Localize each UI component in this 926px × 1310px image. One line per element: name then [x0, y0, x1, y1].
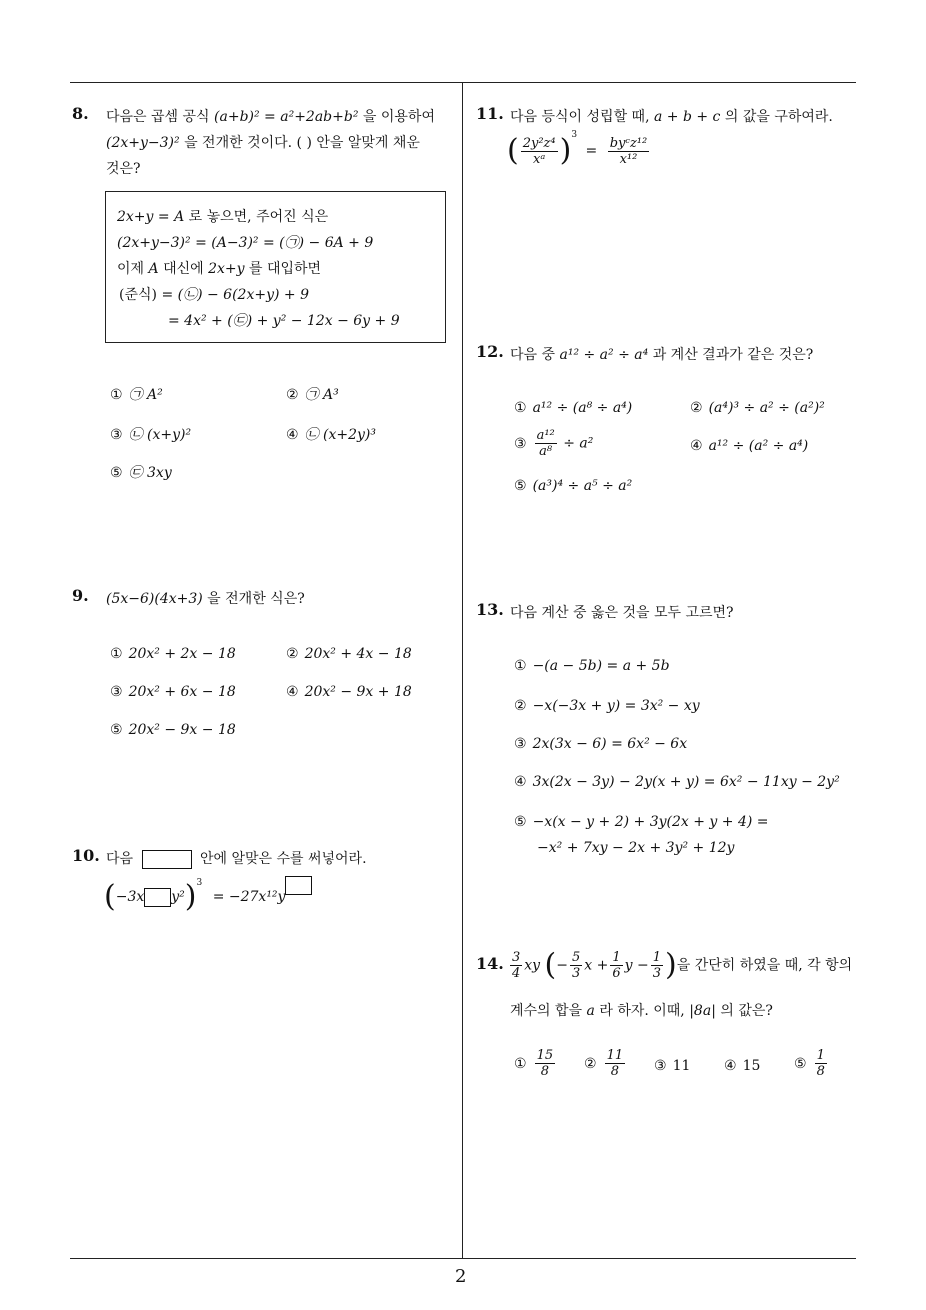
- q13-choice-1[interactable]: [514, 658, 670, 674]
- choice-mark: ④: [690, 438, 703, 454]
- choice-text: ÷ a²: [563, 435, 594, 452]
- frac-num: a¹²: [536, 428, 555, 443]
- q10-stem: [106, 848, 367, 869]
- q11-stem: [510, 106, 833, 126]
- q8-line1-text-b: 을 이용하여: [358, 109, 435, 125]
- choice-mark: ④: [286, 684, 299, 700]
- q12-choice-3-fraction: [535, 428, 557, 459]
- q14-paren-open: (: [544, 947, 557, 983]
- q8-box-line2: (2x+y−3)² = (A−3)² = (㉠) − 6A + 9: [117, 235, 374, 251]
- bottom-rule: [70, 1258, 856, 1259]
- choice-text: 20x² + 4x − 18: [304, 646, 412, 662]
- q8-line1-formula: (a+b)² = a²+2ab+b²: [214, 109, 359, 125]
- choice-text: ㉠ A³: [304, 387, 339, 403]
- frac-den: 3: [652, 966, 662, 981]
- q14-choice-5[interactable]: [794, 1048, 829, 1079]
- q14-text-a: 을 간단히 하였을 때, 각 항의: [676, 957, 853, 974]
- choice-text: 20x² + 6x − 18: [128, 684, 236, 700]
- q14-coef-fraction: [510, 950, 522, 981]
- q8-box-line1: [117, 206, 328, 226]
- q11-left-fraction: [521, 136, 558, 167]
- choice-mark: ②: [286, 387, 299, 403]
- q8-number: 8.: [72, 104, 89, 123]
- q10-eq-left-b: y²: [171, 889, 185, 905]
- q11-right-den: x¹²: [619, 151, 638, 167]
- column-divider: [462, 82, 463, 1258]
- top-rule: [70, 82, 856, 83]
- q8-box-l4-a: (준식): [119, 287, 162, 303]
- choice-mark: ①: [514, 1055, 527, 1072]
- frac-num: 1: [652, 950, 662, 965]
- choice-text: ㉡ (x+2y)³: [304, 427, 376, 443]
- q12-stem: [510, 344, 813, 364]
- q14-t1-fraction: [570, 950, 582, 981]
- choice-mark: ④: [724, 1058, 737, 1074]
- choice-mark: ④: [514, 774, 527, 790]
- choice-mark: ⑤: [514, 478, 527, 494]
- q10-blank-2[interactable]: [285, 876, 312, 895]
- q11-number: 11.: [476, 104, 504, 123]
- q8-line2-formula: (2x+y−3)²: [106, 135, 180, 151]
- choice-text: ㉡ (x+y)²: [128, 427, 192, 443]
- q8-box-line4: [119, 284, 309, 304]
- choice-mark: ①: [110, 387, 123, 403]
- q8-choice-3[interactable]: [110, 424, 191, 444]
- q8-box-l3-m1: A: [148, 261, 159, 277]
- choice-mark: ①: [514, 658, 527, 674]
- q13-number: 13.: [476, 600, 504, 619]
- q13-choice-5-line2: −x² + 7xy − 2x + 3y² + 12y: [537, 840, 735, 856]
- choice-text: 20x² + 2x − 18: [128, 646, 236, 662]
- q14-t2-fraction: [610, 950, 622, 981]
- page-number: 2: [455, 1266, 467, 1287]
- choice-text: ㉠ A²: [128, 387, 163, 403]
- q9-choice-5[interactable]: [110, 722, 236, 738]
- q12-choice-3[interactable]: [514, 428, 593, 459]
- q12-choice-5[interactable]: [514, 478, 632, 494]
- frac-den: 4: [512, 966, 521, 981]
- frac-num: 3: [512, 950, 521, 965]
- frac-den: 6: [612, 966, 621, 981]
- q8-choice-2[interactable]: [286, 384, 339, 404]
- q9-choice-3[interactable]: [110, 684, 236, 700]
- q9-choice-4[interactable]: [286, 684, 412, 700]
- q10-paren-close: ): [184, 879, 197, 914]
- q8-box-l3-b: 대신에: [158, 261, 209, 277]
- choice-mark: ①: [110, 646, 123, 662]
- q11-text-a: 다음 등식이 성립할 때,: [510, 109, 654, 125]
- q14-choice-3[interactable]: [654, 1058, 690, 1074]
- q11-text-m: a + b + c: [653, 109, 721, 125]
- q10-paren-open: (: [104, 879, 116, 914]
- choice-text: −x(x − y + 2) + 3y(2x + y + 4) =: [532, 814, 769, 830]
- q9-number: 9.: [72, 586, 89, 605]
- q12-choice-4[interactable]: [690, 438, 808, 454]
- q8-line3: 것은?: [106, 161, 141, 177]
- choice-text: a¹² ÷ (a⁸ ÷ a⁴): [532, 400, 633, 416]
- q10-eq-left-a: −3x: [115, 889, 145, 905]
- q9-choice-1[interactable]: [110, 646, 236, 662]
- q8-line2: [106, 132, 420, 152]
- q14-choice-2[interactable]: [584, 1048, 627, 1079]
- choice-mark: ③: [654, 1058, 667, 1074]
- q10-text-a: 다음: [106, 851, 138, 867]
- q11-right-fraction: [608, 136, 650, 167]
- q14-t1-var: x +: [584, 957, 609, 974]
- q8-box-l1-text: 로 놓으면, 주어진 식은: [184, 209, 329, 225]
- q11-paren-open: (: [507, 133, 519, 168]
- q14-t3-fraction: [651, 950, 663, 981]
- q14-xy: xy: [524, 957, 541, 974]
- q13-choice-4[interactable]: [514, 774, 840, 790]
- q11-text-b: 의 값을 구하여라.: [720, 109, 833, 125]
- q14-choice-1[interactable]: [514, 1048, 557, 1079]
- q13-choice-3[interactable]: [514, 736, 687, 752]
- frac-num: 5: [572, 950, 581, 965]
- q11-equation: [507, 130, 651, 167]
- choice-mark: ③: [514, 736, 527, 752]
- choice-text: 2x(3x − 6) = 6x² − 6x: [532, 736, 688, 752]
- choice-text: 20x² − 9x + 18: [304, 684, 412, 700]
- q11-outer-exponent: 3: [571, 130, 578, 140]
- choice-mark: ⑤: [794, 1055, 807, 1072]
- frac-num: 1: [816, 1048, 825, 1063]
- choice-fraction: [815, 1048, 827, 1079]
- choice-fraction: [605, 1048, 626, 1079]
- choice-text: 11: [672, 1058, 691, 1074]
- q8-line1: [106, 106, 435, 126]
- q12-choice-2[interactable]: [690, 400, 825, 416]
- frac-num: 1: [612, 950, 621, 965]
- q12-choice-1[interactable]: [514, 400, 632, 416]
- q8-choice-4[interactable]: [286, 424, 376, 444]
- choice-mark: ②: [514, 698, 527, 714]
- q10-answer-blank[interactable]: [142, 850, 192, 869]
- choice-mark: ③: [110, 684, 123, 700]
- choice-text: 20x² − 9x − 18: [128, 722, 236, 738]
- frac-num: 11: [606, 1048, 624, 1063]
- q8-choice-1[interactable]: [110, 384, 163, 404]
- q9-formula: (5x−6)(4x+3): [106, 591, 203, 607]
- q11-left-den: xᵃ: [533, 151, 546, 167]
- q9-choice-2[interactable]: [286, 646, 412, 662]
- q8-box-l3-c: 를 대입하면: [244, 261, 322, 277]
- q10-blank-1[interactable]: [144, 888, 171, 907]
- q14-t2-var: y −: [624, 957, 649, 974]
- choice-mark: ③: [514, 435, 527, 452]
- q13-choice-5[interactable]: [514, 814, 769, 830]
- choice-text: 3x(2x − 3y) − 2y(x + y) = 6x² − 11xy − 2y²: [532, 774, 840, 790]
- choice-mark: ④: [286, 427, 299, 443]
- q14-line2-b: 라 하자. 이때,: [594, 1003, 690, 1019]
- q8-choice-5[interactable]: [110, 462, 172, 482]
- q14-line2-c: 의 값은?: [715, 1003, 773, 1019]
- q10-text-b: 안에 알맞은 수를 써넣어라.: [195, 851, 367, 867]
- choice-mark: ②: [584, 1055, 597, 1072]
- q14-paren-close: ): [665, 947, 677, 983]
- frac-den: 8: [540, 1064, 549, 1079]
- frac-den: 3: [572, 966, 581, 981]
- choice-fraction: [535, 1048, 556, 1079]
- q11-paren-close: ): [559, 133, 572, 168]
- choice-text: 15: [742, 1058, 761, 1074]
- q8-box-l1-math: 2x+y = A: [117, 209, 185, 225]
- q14-line2-m2: |8a|: [689, 1003, 716, 1019]
- q9-text: 을 전개한 식은?: [202, 591, 305, 607]
- q13-stem: 다음 계산 중 옳은 것을 모두 고르면?: [510, 605, 734, 621]
- q14-choice-4[interactable]: [724, 1058, 760, 1074]
- q8-box-l3-m2: 2x+y: [208, 261, 245, 277]
- choice-mark: ⑤: [514, 814, 527, 830]
- q12-text-b: 과 계산 결과가 같은 것은?: [648, 347, 814, 363]
- q14-stem-line1: [508, 947, 853, 983]
- q14-number: 14.: [476, 954, 504, 973]
- q10-number: 10.: [72, 846, 100, 865]
- choice-mark: ①: [514, 400, 527, 416]
- choice-mark: ⑤: [110, 722, 123, 738]
- q8-box-l4-b: = (㉡) − 6(2x+y) + 9: [161, 287, 309, 303]
- q11-right-num: byᶜz¹²: [609, 135, 648, 151]
- choice-text: ㉢ 3xy: [128, 465, 172, 481]
- q12-number: 12.: [476, 342, 504, 361]
- choice-text: a¹² ÷ (a² ÷ a⁴): [708, 438, 809, 454]
- choice-text: −(a − 5b) = a + 5b: [532, 658, 670, 674]
- q10-equation: [104, 876, 312, 912]
- q11-left-num: 2y²z⁴: [522, 135, 556, 151]
- choice-mark: ②: [690, 400, 703, 416]
- q8-box-l3-a: 이제: [117, 261, 149, 277]
- choice-mark: ⑤: [110, 465, 123, 481]
- q10-eq-right: = −27x¹²y: [212, 889, 286, 905]
- q8-line2-text: 을 전개한 것이다. ( ) 안을 알맞게 채운: [179, 135, 420, 151]
- q11-equals: =: [585, 143, 598, 159]
- q8-box-line3: [117, 258, 321, 278]
- frac-num: 15: [536, 1048, 554, 1063]
- q12-text-m: a¹² ÷ a² ÷ a⁴: [559, 347, 649, 363]
- choice-mark: ③: [110, 427, 123, 443]
- choice-text: (a⁴)³ ÷ a² ÷ (a²)²: [708, 400, 825, 416]
- choice-text: −x(−3x + y) = 3x² − xy: [532, 698, 700, 714]
- q14-line2-a: 계수의 합을: [510, 1003, 587, 1019]
- q14-t1-sign: −: [556, 957, 568, 974]
- q9-stem: [106, 588, 305, 608]
- q8-box-line5: = 4x² + (㉢) + y² − 12x − 6y + 9: [168, 313, 400, 329]
- q14-stem-line2: [510, 1000, 773, 1020]
- choice-mark: ②: [286, 646, 299, 662]
- frac-den: 8: [816, 1064, 825, 1079]
- q12-text-a: 다음 중: [510, 347, 560, 363]
- choice-text: (a³)⁴ ÷ a⁵ ÷ a²: [532, 478, 633, 494]
- q10-outer-exponent: 3: [196, 878, 203, 888]
- q8-line1-text-a: 다음은 곱셈 공식: [106, 109, 215, 125]
- q14-line2-m: a: [586, 1003, 595, 1019]
- q13-choice-2[interactable]: [514, 698, 700, 714]
- frac-den: 8: [610, 1064, 619, 1079]
- frac-den: a⁸: [539, 444, 553, 459]
